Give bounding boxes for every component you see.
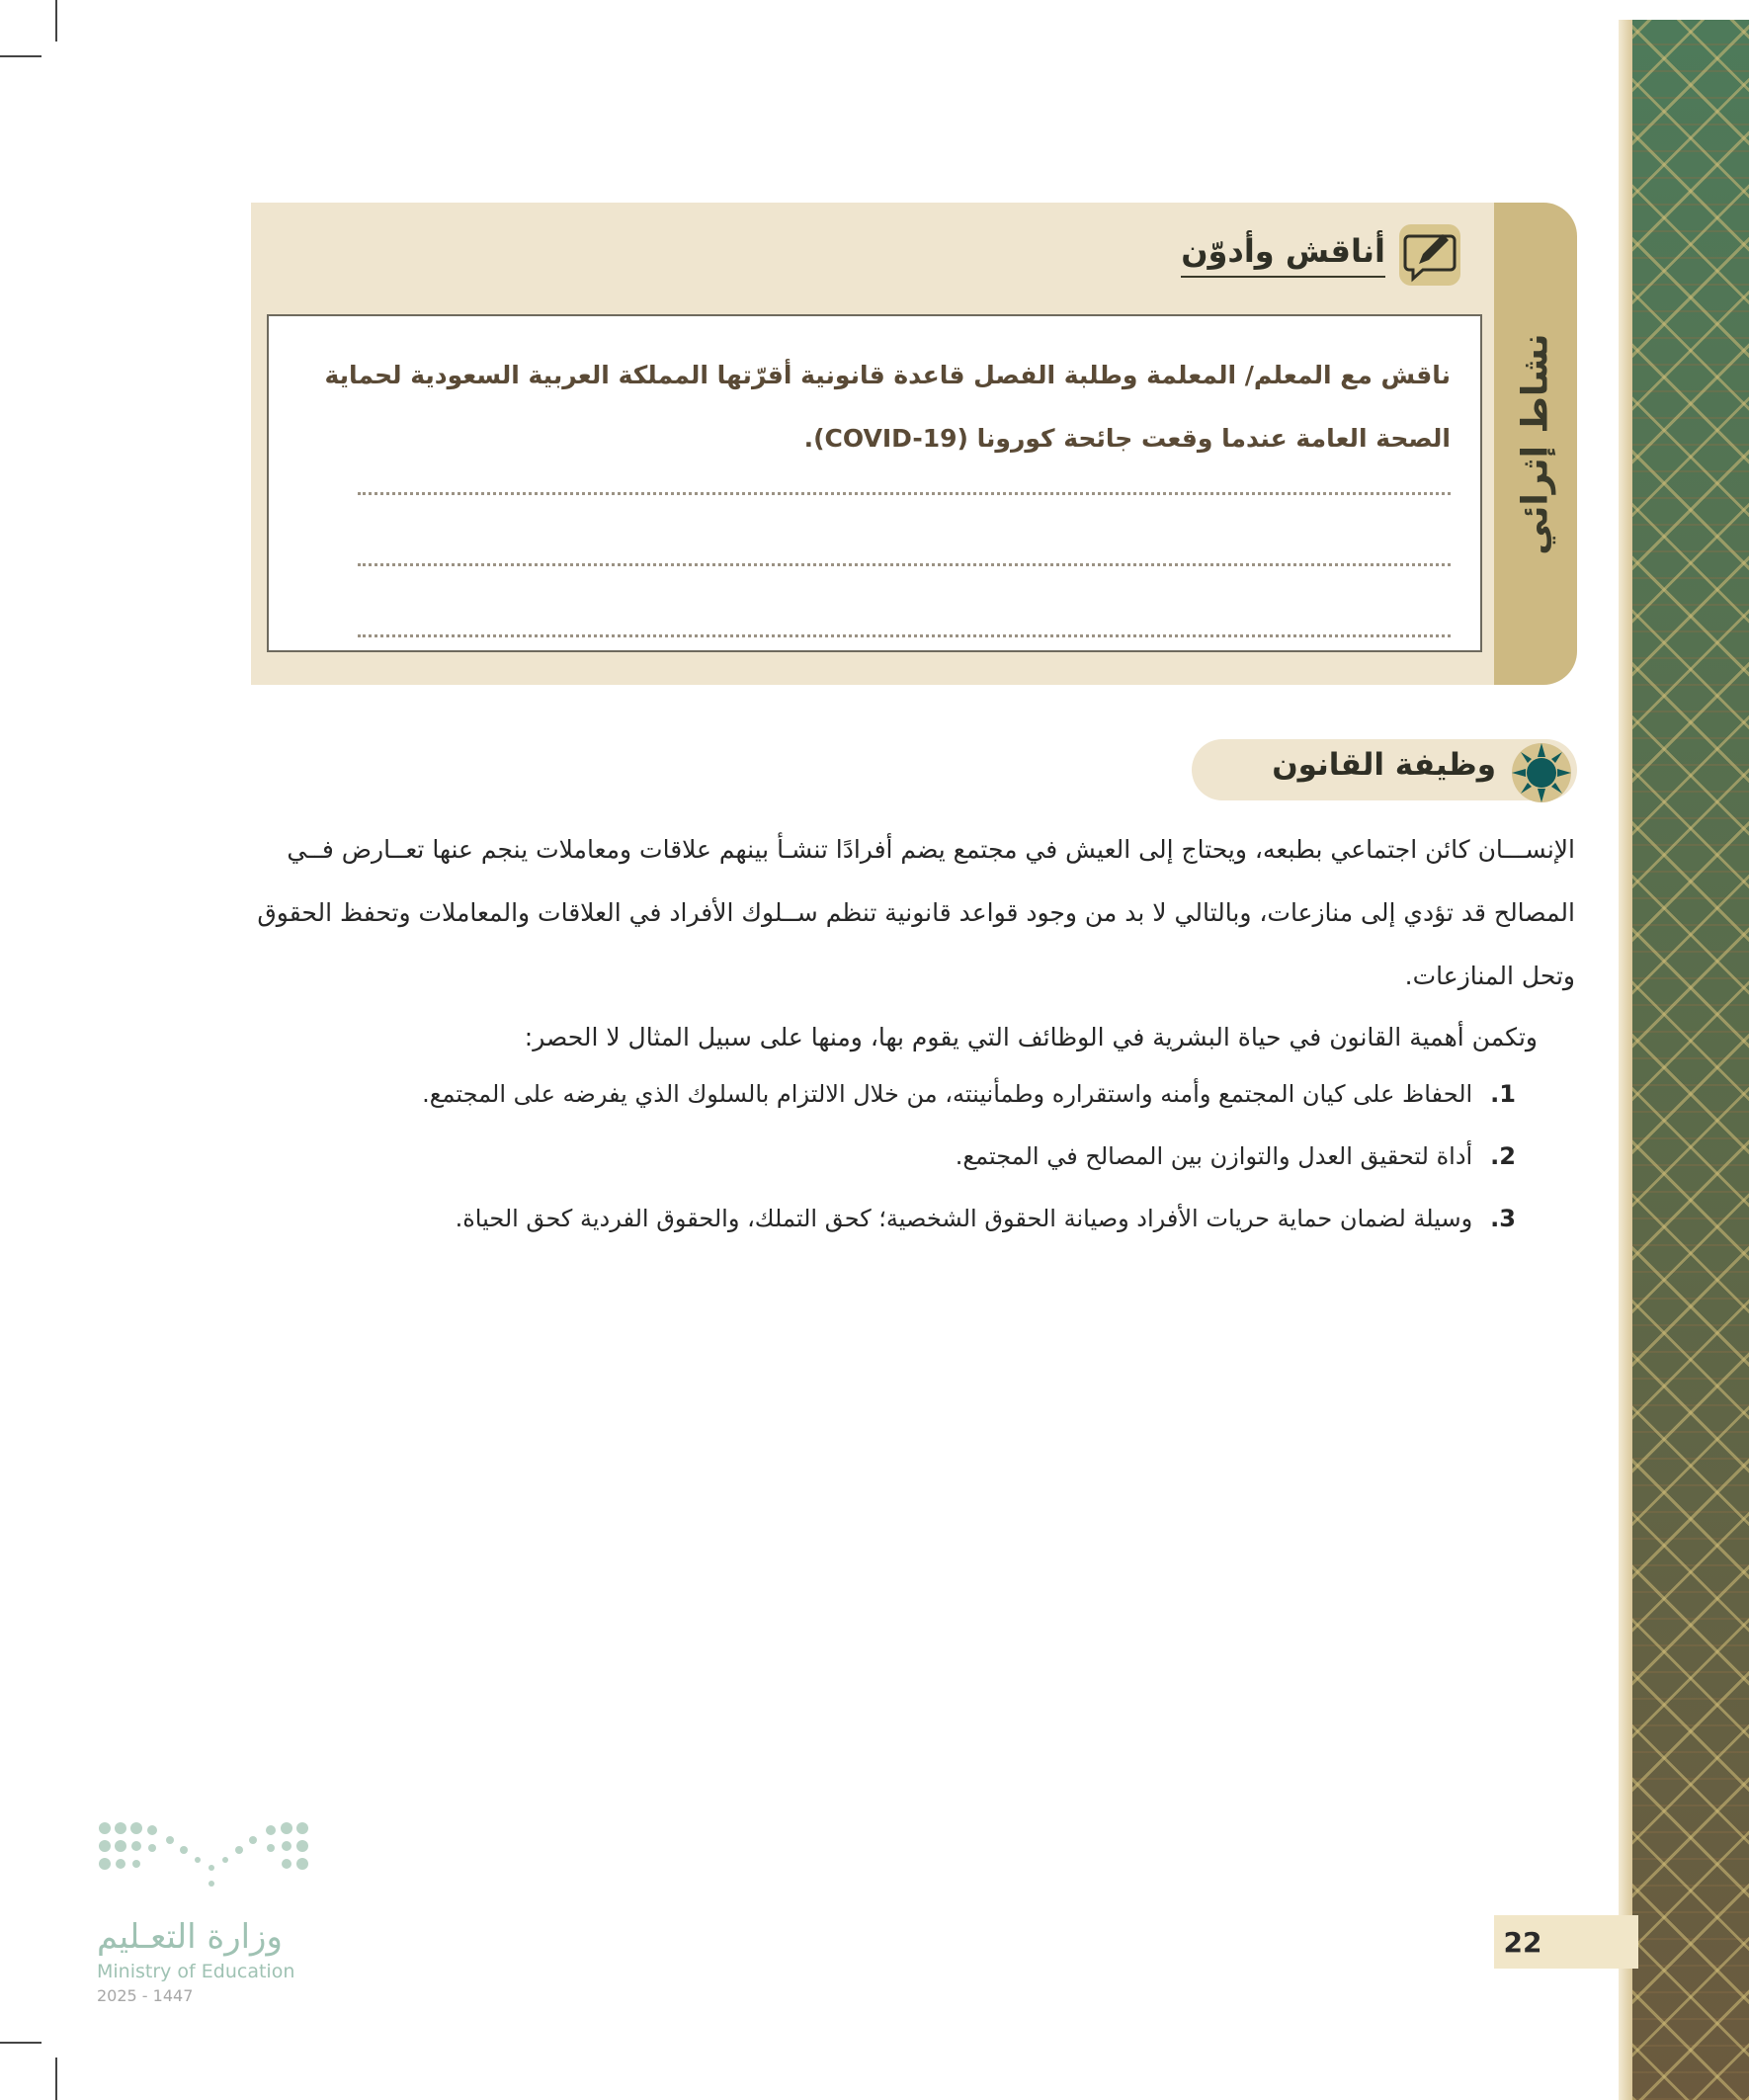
list-item (231, 1205, 1516, 1232)
list-text: أداة لتحقيق العدل والتوازن بين المصالح في المجتمع. (955, 1142, 1473, 1170)
list-number: 1. (1490, 1080, 1516, 1108)
discuss-title: أناقش وأدوّن (1181, 232, 1385, 278)
discuss-answer-box (267, 314, 1482, 652)
sun-badge-icon (1508, 739, 1575, 806)
page-number: 22 (1503, 1925, 1542, 1959)
speech-pencil-icon (1399, 224, 1460, 286)
list-text: الحفاظ على كيان المجتمع وأمنه واستقراره وطمأنينته، من خلال الالتزام بالسلوك الذي يفرضه على المجتمع. (422, 1080, 1473, 1108)
list-number: 2. (1490, 1142, 1516, 1170)
ministry-year: 2025 - 1447 (97, 1986, 194, 2005)
ministry-name-english: Ministry of Education (97, 1961, 295, 1982)
crop-mark (0, 2042, 42, 2044)
activity-tab-label (1494, 203, 1577, 685)
answer-line[interactable] (358, 492, 1451, 495)
section-title: وظيفة القانون (1272, 747, 1496, 783)
body-intro: وتكمن أهمية القانون في حياة البشرية في الوظائف التي يقوم بها، ومنها على سبيل المثال لا الحصر: (524, 1023, 1538, 1051)
activity-tab-text: نشاط إثرائي (1515, 332, 1556, 555)
discuss-heading (1181, 225, 1460, 285)
answer-line[interactable] (358, 563, 1451, 566)
decorative-pattern-strip (1632, 20, 1749, 2100)
decorative-strip-edge (1619, 20, 1632, 2100)
answer-line[interactable] (358, 634, 1451, 637)
list-number: 3. (1490, 1205, 1516, 1232)
body-paragraph: الإنســـان كائن اجتماعي بطبعه، ويحتاج إلى العيش في مجتمع يضم أفرادًا تنشـأ بينهم علاقات ومعاملات ينجم عنها تعــارض فــي المصالح قد تؤدي إلى منازعات، وبالتالي لا بد من وجود قواعد قانونية تنظم ســلوك الأفراد في العلاقات والمعاملات وتحفظ الحقوق وتحل المنازعات. (257, 835, 1575, 990)
ministry-name-arabic: وزارة التعـليم (97, 1917, 283, 1957)
list-item (231, 1142, 1516, 1170)
crop-mark (0, 55, 42, 57)
crop-mark (55, 2058, 57, 2100)
crop-mark (55, 0, 57, 42)
list-item (231, 1080, 1516, 1108)
ministry-logo-mark (97, 1820, 310, 1899)
list-text: وسيلة لضمان حماية حريات الأفراد وصيانة الحقوق الشخصية؛ كحق التملك، والحقوق الفردية كحق الحياة. (455, 1205, 1473, 1232)
discuss-instruction: ناقش مع المعلم/ المعلمة وطلبة الفصل قاعدة قانونية أقرّتها المملكة العربية السعودية لحماية الصحة العامة عندما وقعت جائحة كورونا (COVID-19). (324, 361, 1451, 453)
